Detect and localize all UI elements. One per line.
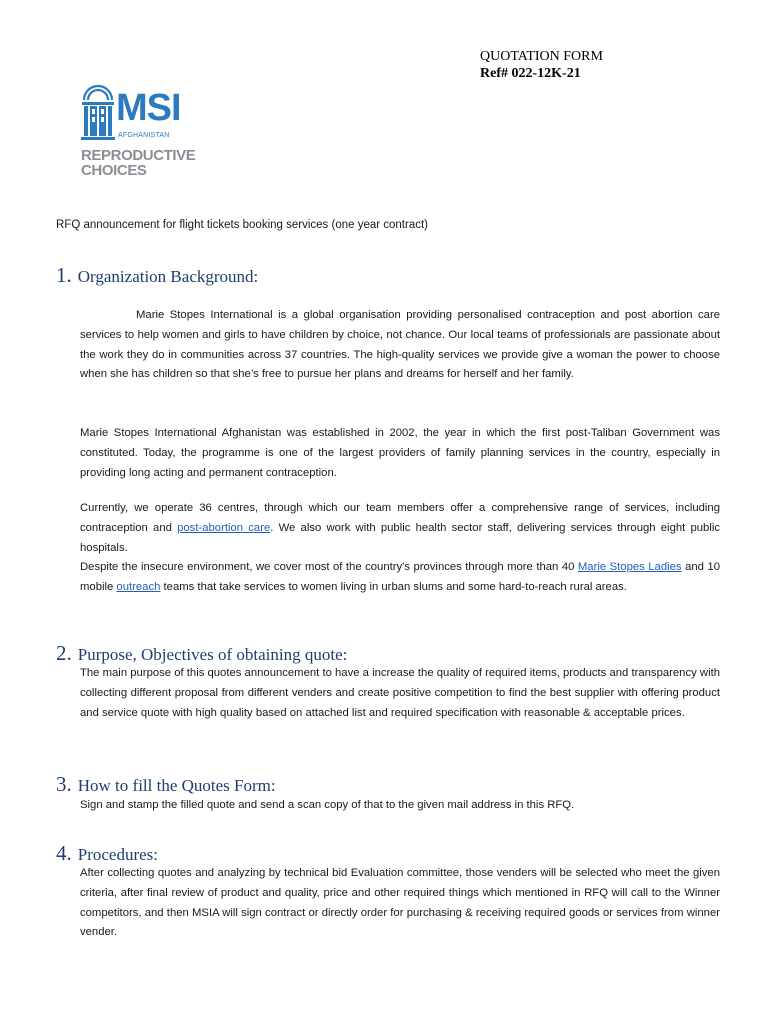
afghanistan-paragraph: Marie Stopes International Afghanistan was established in 2002, the year in which the first post-Taliban Government was constituted. Today, the programme is one of the largest providers of family planning services in the country, especially in providing long acting and permanent contraception. [80,427,720,479]
purpose-paragraph: The main purpose of this quotes announcement to have a increase the quality of required items, products and transparency with collecting different proposal from different venders and create positive competition to find the best supplier with offering product and service quote with high quality based on attached list and required specification with reasonable & acceptable prices. [80,667,720,719]
how-to-fill-paragraph: Sign and stamp the filled quote and send a scan copy of that to the given mail address in this RFQ. [80,799,575,811]
section-heading-how-to-fill [56,772,276,797]
post-abortion-care-link[interactable]: post-abortion care [177,521,271,534]
centres-text-before: Currently, we operate 36 centres, through which our team members offer a comprehensive range of services, including contraception and [80,502,720,534]
coverage-text-before: Despite the insecure environment, we cover most of the country's provinces through more than 40 [80,561,578,573]
coverage-paragraph [80,558,720,598]
form-reference: Ref# 022-12K-21 [480,66,581,81]
section-number: 2. [56,641,72,665]
centres-paragraph [80,499,720,558]
coverage-text-after: teams that take services to women living in urban slums and some hard-to-reach rural areas. [160,580,627,593]
form-title-block [480,48,680,82]
background-intro-text: Marie Stopes International is a global organisation providing personalised contraception and post abortion care services to help women and girls to have children by choice, not chance. Our local teams of professionals are passionate about the work they do in communities across 37 countries. The high-quality services we provide give a woman the power to choose when she has children so that she’s free to pursue her plans and dreams for herself and her family. [80,309,720,381]
msi-building-icon [80,82,116,144]
marie-stopes-ladies-link[interactable]: Marie Stopes Ladies [577,561,682,573]
section-title: Organization Background: [77,267,259,286]
section-title: How to fill the Quotes Form: [77,776,276,795]
logo-country: AFGHANISTAN [118,132,170,139]
background-intro-paragraph [80,306,720,385]
section-heading-background [56,263,258,288]
msi-logo [80,82,210,182]
section-heading-procedures [56,841,158,866]
logo-tagline-line1: REPRODUCTIVE [81,147,196,164]
section-number: 1. [56,263,72,287]
procedures-paragraph: After collecting quotes and analyzing by technical bid Evaluation committee, those venders will be selected who meet the given criteria, after final review of product and quality, price and other required things which mentioned in RFQ will call to the Winner competitors, and then MSIA will sign contract or directly order for purchasing & receiving required goods or services from winner vender. [80,867,720,939]
logo-brand: MSI [116,87,181,129]
section-title: Procedures: [77,845,159,864]
rfq-announcement: RFQ announcement for flight tickets booking services (one year contract) [56,219,429,231]
form-title: QUOTATION FORM [480,49,603,64]
section-number: 4. [56,841,72,865]
coverage-text-middle: and 10 mobile [80,561,720,593]
logo-tagline [81,148,195,178]
section-heading-purpose [56,641,347,666]
section-title: Purpose, Objectives of obtaining quote: [77,645,348,664]
logo-tagline-line2: CHOICES [81,162,147,179]
section-number: 3. [56,772,72,796]
outreach-link[interactable]: outreach [116,580,161,593]
centres-text-after: . We also work with public health sector staff, delivering services through eight public hospitals. [80,521,721,554]
